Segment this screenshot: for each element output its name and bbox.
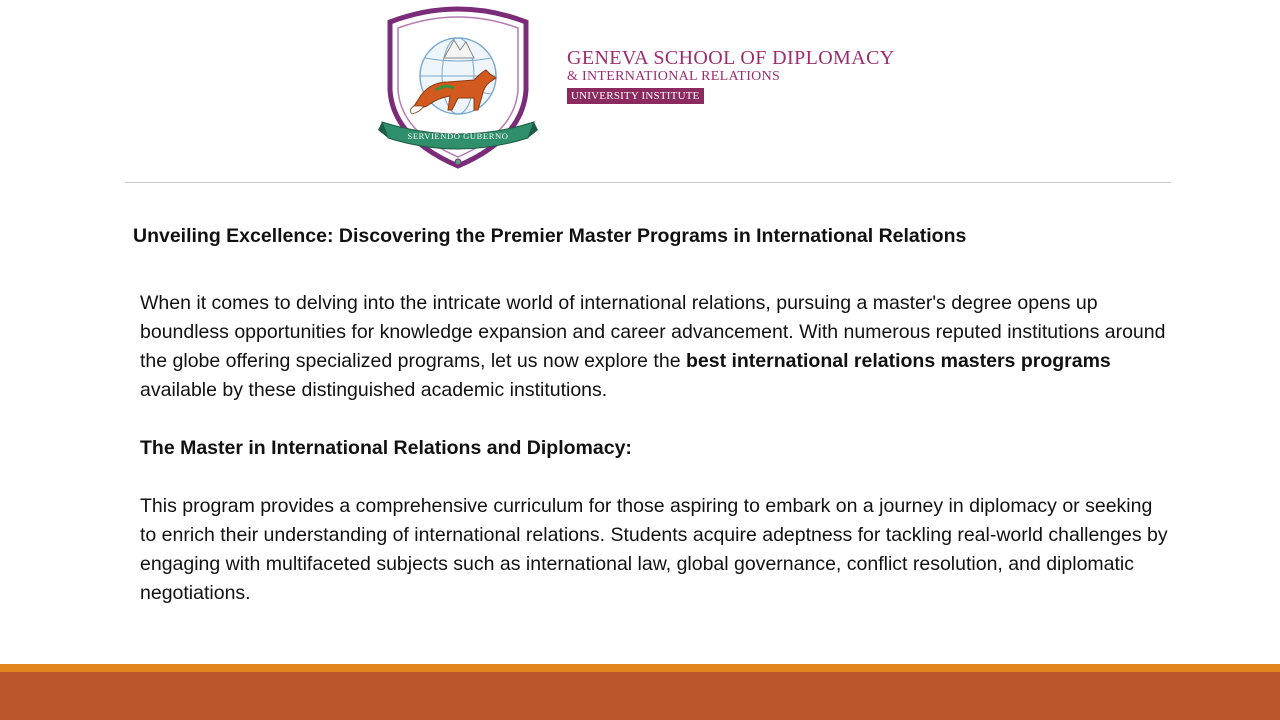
shield-crest-icon (378, 0, 538, 170)
logo-motto: SERVIENDO GUBERNO (407, 131, 509, 141)
intro-paragraph (140, 289, 1170, 405)
institution-subtitle: & INTERNATIONAL RELATIONS (567, 69, 781, 84)
institution-wordmark (567, 48, 927, 104)
slide-body (140, 289, 1170, 608)
intro-bold-phrase: best international relations masters programs (685, 350, 1111, 372)
footer-accent-band (0, 664, 1280, 672)
institution-badge: UNIVERSITY INSTITUTE (567, 88, 704, 104)
section-heading (140, 434, 1170, 463)
intro-text: When it comes to delving into the intricate world of international relations, pursuing a master's degree opens up boundless opportunities for knowledge expansion and career advancement. With numerous reputed institutions around the globe offering specialized programs, let us now explore the (140, 292, 1166, 372)
section-heading-text: The Master in International Relations and Diplomacy: (140, 437, 632, 459)
institution-name: GENEVA SCHOOL OF DIPLOMACY (567, 47, 895, 69)
section-paragraph: This program provides a comprehensive curriculum for those aspiring to embark on a journey in diplomacy or seeking to enrich their understanding of international relations. Students acquire adeptness for tackling real-world challenges by engaging with multifaceted subjects such as international law, global governance, conflict resolution, and diplomatic negotiations. (140, 495, 1168, 604)
intro-text-end: available by these distinguished academic institutions. (140, 379, 608, 401)
slide-title: Unveiling Excellence: Discovering the Premier Master Programs in International Relations (133, 225, 967, 247)
footer-band (0, 672, 1280, 720)
header-divider (125, 182, 1171, 183)
